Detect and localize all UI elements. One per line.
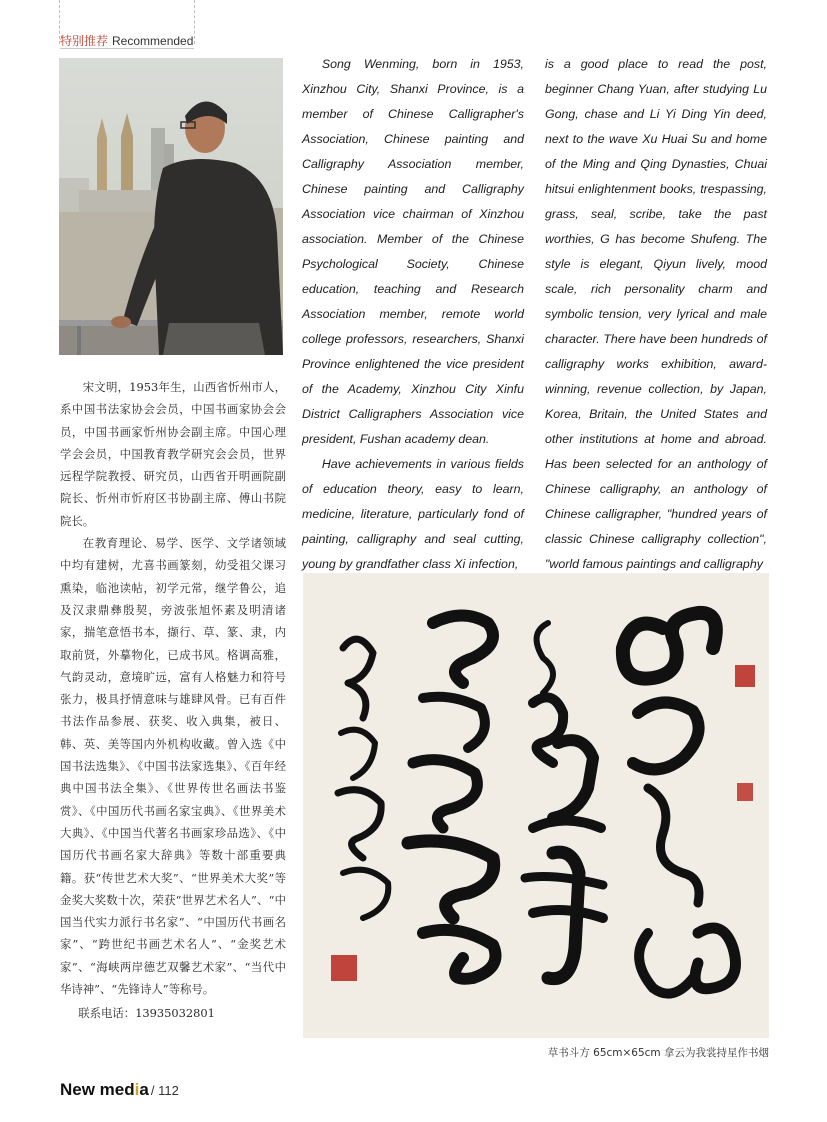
portrait-photo (59, 58, 283, 355)
section-header (60, 32, 193, 49)
header-rule (60, 48, 194, 49)
section-title-en: Recommended (112, 34, 194, 48)
cn-paragraph-2: 在教育理论、易学、医学、文学诸领域中均有建树，尤喜书画篆刻，幼受祖父课习熏染，临池读帖，初学元常，继学鲁公，追及汉隶鼎彝殷契，旁波张旭怀素及明清诸家，揣笔意悟书本，撷行、草、篆、隶，内取前贤，外摹物化，已成书风。格调高雅，气韵灵动，意境旷远，富有人格魅力和符号张力，极具抒情意味与雄肆风骨。已有百件书法作品参展、获奖、收入典集，被日、韩、英、美等国内外机构收藏。曾入选《中国书法选集》、《中国书法家选集》、《百年经典中国书法全集》、《世界传世名画法书鉴赏》、《中国历代书画名家宝典》、《世界美术大典》、《中国当代著名书画家珍品选》、《中国历代书画名家大辞典》等数十部重要典籍。获“传世艺术大奖”、“世界美术大奖”等金奖大奖数十次，荣获“世界艺术名人”、“中国当代实力派行书名家”、“中国历代书画名家”、“跨世纪书画艺术名人”、“金奖艺术家”、“海峡两岸德艺双馨艺术家”、“当代中华诗神”、“先锋诗人”等称号。 (60, 536, 286, 997)
brand-text-dot: i (134, 1080, 140, 1099)
page-number: / 112 (150, 1083, 179, 1098)
magazine-brand (60, 1080, 149, 1099)
calligraphy-artwork (303, 573, 769, 1038)
seal-stamp-mid (737, 783, 753, 801)
contact-phone: 联系电话：13935032801 (78, 1006, 215, 1021)
en-paragraph-3: is a good place to read the post, beginner Chang Yuan, after studying Lu Gong, chase and Li Yi Ding Yin deed, next to the wave Xu Huai Su and home of the Ming and Qing Dynasties, Chuai hitsui enlightenment books, trespassing, grass, seal, scribe, take the past worthies, G has become Shufeng. The style is elegant, Qiyun lively, mood scale, rich personality charm and symbolic tension, very lyrical and male character. There have been hundreds of calligraphy works exhibition, award-winning, revenue collection, by Japan, Korea, Britain, the United States and other institutions at home and abroad. Has been selected for an anthology of Chinese calligraphy, an anthology of Chinese calligrapher, "hundred years of classic Chinese calligraphy collection", "world famous paintings and calligraphy (545, 57, 767, 571)
seal-stamp-top (735, 665, 755, 687)
brand-text-b: a (139, 1080, 149, 1099)
section-title-cn: 特别推荐 (60, 34, 109, 48)
header-divider-right (194, 0, 195, 44)
en-paragraph-1: Song Wenming, born in 1953, Xinzhou City, Shanxi Province, is a member of Chinese Calligrapher's Association, Chinese painting and Calligraphy Association member, Chinese painting and Calligraphy Association vice chairman of Xinzhou association. Member of the Chinese Psychological Society, Chinese education, teaching and Research Association member, remote world college professors, researchers, Shanxi Province enlightened the vice president of the Academy, Xinzhou City Xinfu District Calligraphers Association vice president, Fushan academy dean. (302, 57, 524, 446)
seal-stamp-signature (331, 955, 357, 981)
page-footer (60, 1080, 179, 1100)
brand-text-a: New med (60, 1080, 135, 1099)
artwork-caption: 草书斗方 65cm×65cm 拿云为我裳持星作书烟 (547, 1047, 769, 1059)
chinese-biography (60, 376, 286, 1025)
english-column-1 (302, 52, 524, 577)
en-paragraph-2: Have achievements in various fields of education theory, easy to learn, medicine, literature, particularly fond of painting, calligraphy and seal cutting, young by grandfather class Xi infection, (302, 457, 524, 571)
english-column-2 (545, 52, 767, 577)
cn-paragraph-1: 宋文明，1953年生，山西省忻州市人，系中国书法家协会会员，中国书画家协会会员，中国书画家忻州协会副主席。中国心理学会会员，中国教育教学研究会会员，世界远程学院教授、研究员，山西省开明画院副院长、忻州市忻府区书协副主席、傅山书院院长。 (60, 380, 286, 528)
